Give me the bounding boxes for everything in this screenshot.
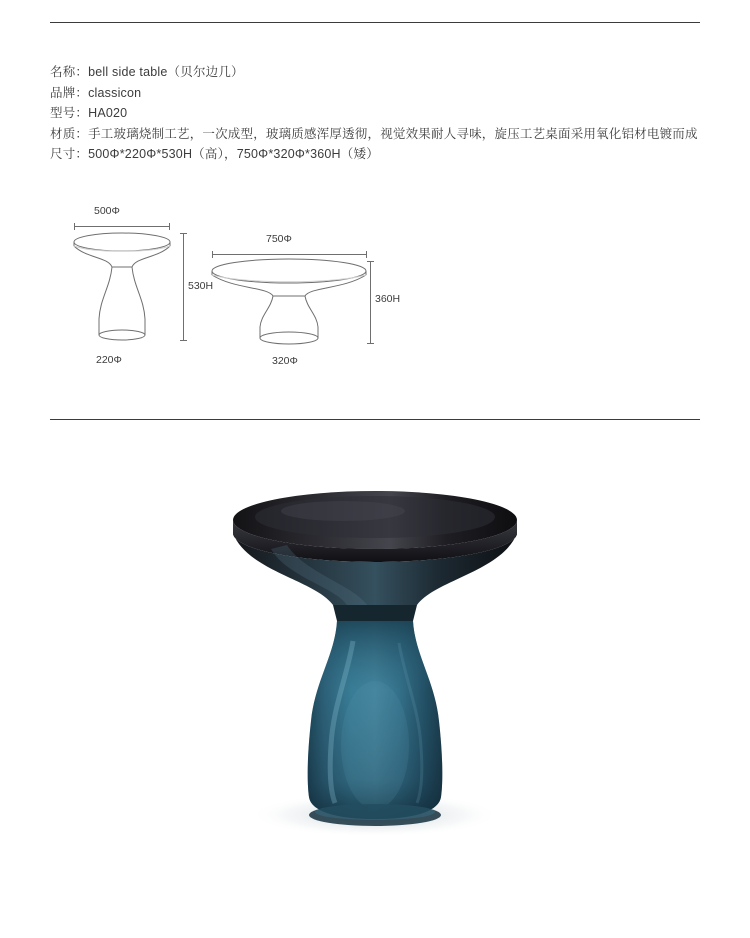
- spec-text-block: [50, 62, 710, 165]
- spec-line-brand: 品牌：classicon: [50, 85, 142, 100]
- product-photo: [0, 445, 750, 933]
- low-height-tick-bottom: [367, 343, 374, 344]
- tall-height-tick-top: [180, 233, 187, 234]
- low-table-outline: [200, 195, 450, 385]
- tall-height-dim-line: [183, 233, 184, 340]
- tall-base-diameter-label: 220Φ: [96, 354, 122, 366]
- technical-drawing: [50, 195, 450, 385]
- top-divider: [50, 22, 700, 23]
- tall-height-label: 530H: [188, 280, 214, 292]
- low-height-dim-line: [370, 261, 371, 343]
- product-photo-inner: [175, 445, 575, 933]
- tall-height-tick-bottom: [180, 340, 187, 341]
- tall-top-diameter-label: 500Φ: [94, 205, 120, 217]
- spec-line-model: 型号：HA020: [50, 106, 128, 120]
- low-height-tick-top: [367, 261, 374, 262]
- low-base-diameter-label: 320Φ: [272, 355, 298, 367]
- middle-divider: [50, 419, 700, 420]
- spec-line-size: 尺寸：500Φ*220Φ*530H（高），750Φ*320Φ*360H（矮）: [50, 147, 379, 161]
- spec-line-name: 名称：bell side table（贝尔边几）: [50, 65, 244, 79]
- low-height-label: 360H: [375, 293, 401, 305]
- spec-line-material: 材质：手工玻璃烧制工艺，一次成型，玻璃质感浑厚透彻，视觉效果耐人寻味，旋压工艺桌面采用氧化铝材电镀而成: [50, 126, 698, 141]
- bell-side-table-illustration: [175, 445, 575, 933]
- low-top-diameter-label: 750Φ: [266, 233, 292, 245]
